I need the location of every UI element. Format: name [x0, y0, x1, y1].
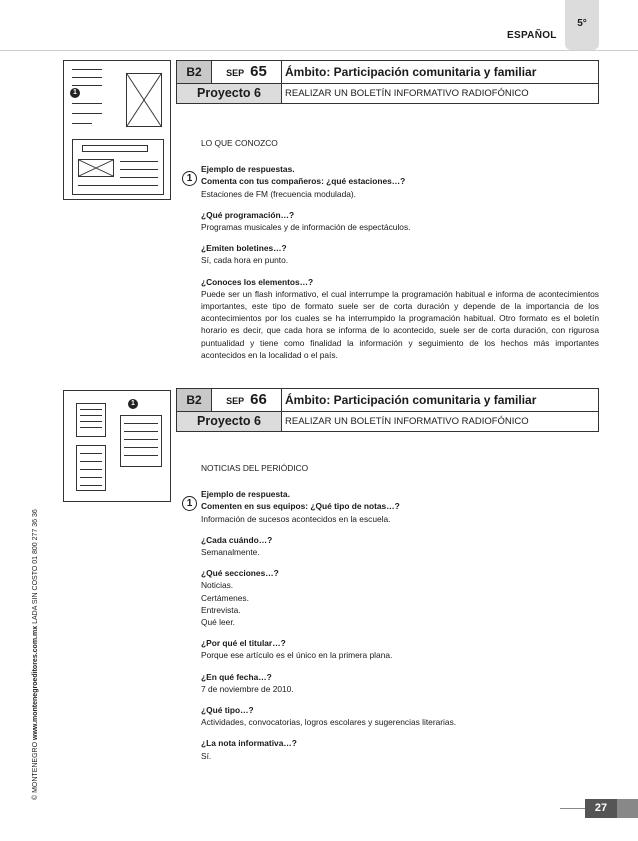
section-content-2 [201, 462, 599, 771]
answer: Entrevista. [201, 604, 241, 615]
proyecto-label: Proyecto 6 [177, 84, 282, 103]
publisher-name: © MONTENEGRO [32, 741, 39, 800]
page-number: 27 [585, 799, 617, 818]
answer: Estaciones de FM (frecuencia modulada). [201, 188, 357, 199]
activity-number: 1 [182, 496, 197, 511]
publisher-phone: LADA SIN COSTO 01 800 277 36 36 [32, 509, 39, 624]
page-thumbnail-2 [63, 390, 171, 502]
block-label: B2 [177, 389, 212, 411]
image-placeholder-icon [78, 159, 114, 177]
answer: Semanalmente. [201, 547, 260, 558]
question: ¿Qué programación…? [201, 209, 295, 220]
answer: Programas musicales y de información de espectáculos. [201, 222, 411, 233]
qa-item [201, 488, 599, 525]
sep-page-ref [212, 61, 282, 83]
intro-line: Ejemplo de respuestas. [201, 164, 295, 175]
activity-number: 1 [182, 171, 197, 186]
qa-item [201, 737, 599, 761]
qa-item [201, 209, 599, 233]
sep-page-ref [212, 389, 282, 411]
qa-item [201, 163, 599, 200]
section-header-2 [176, 388, 599, 432]
sep-label: SEP [226, 396, 245, 406]
thumbnail-badge: 1 [128, 399, 138, 409]
page-number-rule [560, 808, 585, 809]
proyecto-description: REALIZAR UN BOLETÍN INFORMATIVO RADIOFÓNICO [285, 416, 529, 427]
answer: Sí, cada hora en punto. [201, 255, 289, 266]
question: ¿Qué tipo…? [201, 705, 254, 716]
ambito-title: Ámbito: Participación comunitaria y familiar [285, 393, 537, 407]
image-placeholder-icon [126, 73, 162, 127]
thumbnail-badge: 1 [70, 88, 80, 98]
subject-label: ESPAÑOL [507, 30, 557, 41]
qa-item [201, 242, 599, 266]
grade-tab: 5° [565, 0, 599, 50]
question: ¿Conoces los elementos…? [201, 276, 314, 287]
answer: Porque ese artículo es el único en la primera plana. [201, 650, 393, 661]
answer: Información de sucesos acontecidos en la escuela. [201, 513, 391, 524]
sep-page-number: 65 [250, 63, 267, 80]
intro-line: Ejemplo de respuesta. [201, 489, 290, 500]
answer: 7 de noviembre de 2010. [201, 683, 294, 694]
header-divider [0, 50, 638, 51]
qa-item [201, 276, 599, 361]
question: Comenta con tus compañeros: ¿qué estaciones…? [201, 176, 406, 187]
publisher-sidebar [32, 509, 39, 800]
question: ¿Emiten boletines…? [201, 243, 287, 254]
question: ¿Cada cuándo…? [201, 534, 273, 545]
answer: Sí. [201, 750, 212, 761]
page-number-tab [617, 799, 638, 818]
question: ¿Por qué el titular…? [201, 638, 286, 649]
page-thumbnail-1 [63, 60, 171, 200]
question: ¿Qué secciones…? [201, 568, 279, 579]
section-header-1 [176, 60, 599, 104]
proyecto-label: Proyecto 6 [177, 412, 282, 431]
qa-item [201, 534, 599, 558]
block-label: B2 [177, 61, 212, 83]
answer: Qué leer. [201, 617, 235, 628]
qa-item [201, 637, 599, 661]
qa-item [201, 671, 599, 695]
answer: Noticias. [201, 580, 234, 591]
proyecto-description: REALIZAR UN BOLETÍN INFORMATIVO RADIOFÓNICO [285, 88, 529, 99]
publisher-website: www.montenegroeditores.com.mx [32, 625, 39, 740]
section-title: NOTICIAS DEL PERIÓDICO [201, 463, 309, 473]
question: ¿En qué fecha…? [201, 671, 272, 682]
qa-item [201, 567, 599, 628]
answer: Puede ser un flash informativo, el cual interrumpe la programación habitual e informa de acontecimientos importantes, este tipo de formato suele ser de corta duración y depende de la importancia de los acontecimientos por los cuales se ha interrumpido la programación habitual. Otro formato es el boletín horario es decir, que cada hora se informa de lo acontecido, suele ser de corta duración, con rigurosa puntualidad y tiene como finalidad la información y seguimiento de los hechos más importantes acontecidos en la localidad o el país. [201, 288, 599, 360]
sep-page-number: 66 [250, 391, 267, 408]
ambito-title: Ámbito: Participación comunitaria y familiar [285, 65, 537, 79]
answer: Certámenes. [201, 592, 249, 603]
section-title: LO QUE CONOZCO [201, 138, 278, 148]
question: ¿La nota informativa…? [201, 738, 297, 749]
answer: Actividades, convocatorias, logros escolares y sugerencias literarias. [201, 717, 457, 728]
sep-label: SEP [226, 68, 245, 78]
question: Comenten en sus equipos: ¿Qué tipo de notas…? [201, 501, 400, 512]
section-content-1 [201, 137, 599, 370]
qa-item [201, 704, 599, 728]
